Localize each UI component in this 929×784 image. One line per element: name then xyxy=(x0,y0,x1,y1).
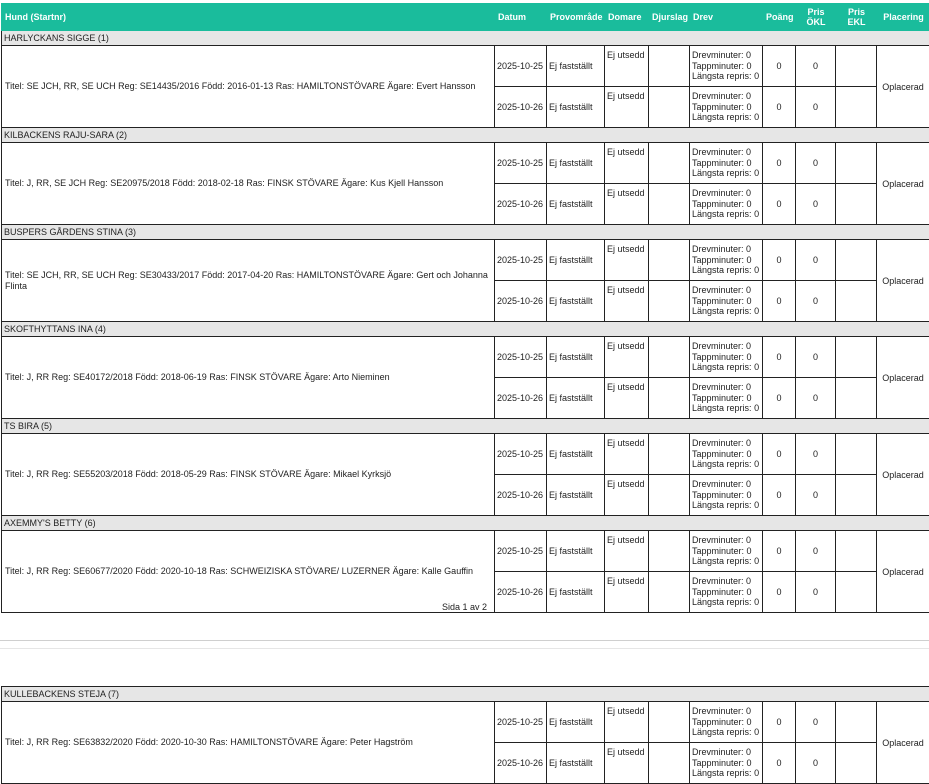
datum-cell: 2025-10-25 xyxy=(495,143,547,184)
drev-line-drevminuter xyxy=(692,706,760,717)
col-header-drev[interactable]: Drev xyxy=(690,4,763,31)
poang-cell: 0 xyxy=(763,572,796,613)
drev-value: 0 xyxy=(747,102,752,112)
drev-line-tappminuter xyxy=(692,255,760,266)
drev-label: Tappminuter: xyxy=(692,61,744,71)
drev-line-drevminuter xyxy=(692,535,760,546)
domare-cell: Ej utsedd xyxy=(605,87,649,128)
domare-cell: Ej utsedd xyxy=(605,378,649,419)
pris-ekl-cell xyxy=(836,46,877,87)
drev-value: 0 xyxy=(746,479,751,489)
drev-label: Tappminuter: xyxy=(692,587,744,597)
drev-value: 0 xyxy=(754,403,759,413)
provomrade-cell: Ej fastställt xyxy=(547,378,605,419)
pris-okl-cell: 0 xyxy=(796,702,836,743)
drev-line-tappminuter xyxy=(692,717,760,728)
drev-cell xyxy=(690,531,763,572)
provomrade-cell: Ej fastställt xyxy=(547,87,605,128)
drev-label: Drevminuter: xyxy=(692,50,744,60)
drev-label: Längsta repris: xyxy=(692,265,752,275)
drev-label: Längsta repris: xyxy=(692,459,752,469)
drev-label: Längsta repris: xyxy=(692,597,752,607)
table-row xyxy=(2,337,929,378)
placering-cell: Oplacerad xyxy=(877,531,929,613)
drev-label: Längsta repris: xyxy=(692,209,752,219)
results-table-page-2 xyxy=(1,686,929,784)
djurslag-cell xyxy=(649,281,690,322)
dog-name[interactable]: BUSPERS GÅRDENS STINA (3) xyxy=(2,225,929,240)
provomrade-cell: Ej fastställt xyxy=(547,46,605,87)
drev-line-drevminuter xyxy=(692,438,760,449)
pris-ekl-cell xyxy=(836,475,877,516)
drev-value: 0 xyxy=(747,255,752,265)
drev-cell xyxy=(690,184,763,225)
poang-cell: 0 xyxy=(763,378,796,419)
placering-cell: Oplacerad xyxy=(877,337,929,419)
drev-value: 0 xyxy=(746,244,751,254)
datum-cell: 2025-10-25 xyxy=(495,531,547,572)
drev-line-langsta xyxy=(692,500,760,511)
domare-cell: Ej utsedd xyxy=(605,337,649,378)
dog-info: Titel: J, RR, SE JCH Reg: SE20975/2018 Född: 2018-02-18 Ras: FINSK STÖVARE Ägare: Kus Kjell Hansson xyxy=(2,143,495,225)
drev-label: Drevminuter: xyxy=(692,147,744,157)
provomrade-cell: Ej fastställt xyxy=(547,240,605,281)
drev-value: 0 xyxy=(747,352,752,362)
drev-value: 0 xyxy=(747,587,752,597)
provomrade-cell: Ej fastställt xyxy=(547,281,605,322)
drev-line-tappminuter xyxy=(692,352,760,363)
drev-line-langsta xyxy=(692,112,760,123)
pris-ekl-cell xyxy=(836,702,877,743)
poang-cell: 0 xyxy=(763,46,796,87)
results-table-page-1 xyxy=(1,3,929,613)
pris-ekl-cell xyxy=(836,281,877,322)
drev-label: Drevminuter: xyxy=(692,438,744,448)
drev-cell xyxy=(690,337,763,378)
djurslag-cell xyxy=(649,743,690,784)
drev-value: 0 xyxy=(747,61,752,71)
drev-line-drevminuter xyxy=(692,479,760,490)
poang-cell: 0 xyxy=(763,87,796,128)
djurslag-cell xyxy=(649,143,690,184)
drev-line-langsta xyxy=(692,71,760,82)
domare-cell: Ej utsedd xyxy=(605,475,649,516)
drev-line-tappminuter xyxy=(692,449,760,460)
poang-cell: 0 xyxy=(763,281,796,322)
pris-ekl-cell xyxy=(836,434,877,475)
drev-label: Längsta repris: xyxy=(692,768,752,778)
poang-cell: 0 xyxy=(763,143,796,184)
provomrade-cell: Ej fastställt xyxy=(547,572,605,613)
drev-line-tappminuter xyxy=(692,490,760,501)
pris-okl-cell: 0 xyxy=(796,475,836,516)
drev-value: 0 xyxy=(746,535,751,545)
drev-line-langsta xyxy=(692,727,760,738)
datum-cell: 2025-10-25 xyxy=(495,702,547,743)
drev-line-langsta xyxy=(692,168,760,179)
drev-cell xyxy=(690,475,763,516)
drev-value: 0 xyxy=(754,71,759,81)
domare-cell: Ej utsedd xyxy=(605,531,649,572)
poang-cell: 0 xyxy=(763,702,796,743)
domare-cell: Ej utsedd xyxy=(605,184,649,225)
drev-value: 0 xyxy=(754,597,759,607)
drev-line-drevminuter xyxy=(692,188,760,199)
pris-okl-cell: 0 xyxy=(796,337,836,378)
drev-label: Tappminuter: xyxy=(692,255,744,265)
drev-value: 0 xyxy=(747,546,752,556)
drev-label: Drevminuter: xyxy=(692,747,744,757)
drev-line-drevminuter xyxy=(692,147,760,158)
drev-value: 0 xyxy=(746,341,751,351)
col-header-hund[interactable]: Hund (Startnr) xyxy=(2,4,495,31)
drev-label: Tappminuter: xyxy=(692,546,744,556)
dog-name[interactable]: KULLEBACKENS STEJA (7) xyxy=(2,687,929,702)
drev-value: 0 xyxy=(746,91,751,101)
drev-label: Längsta repris: xyxy=(692,727,752,737)
poang-cell: 0 xyxy=(763,531,796,572)
drev-label: Tappminuter: xyxy=(692,449,744,459)
datum-cell: 2025-10-25 xyxy=(495,337,547,378)
dog-name-row xyxy=(2,128,929,143)
drev-label: Tappminuter: xyxy=(692,717,744,727)
drev-line-drevminuter xyxy=(692,244,760,255)
drev-line-drevminuter xyxy=(692,91,760,102)
djurslag-cell xyxy=(649,46,690,87)
domare-cell: Ej utsedd xyxy=(605,572,649,613)
dog-name[interactable]: SKOFTHYTTANS INA (4) xyxy=(2,322,929,337)
drev-line-langsta xyxy=(692,306,760,317)
drev-cell xyxy=(690,87,763,128)
drev-label: Tappminuter: xyxy=(692,352,744,362)
drev-value: 0 xyxy=(747,296,752,306)
dog-info: Titel: J, RR Reg: SE63832/2020 Född: 2020-10-30 Ras: HAMILTONSTÖVARE Ägare: Peter Hagström xyxy=(2,702,495,784)
drev-cell xyxy=(690,378,763,419)
domare-cell: Ej utsedd xyxy=(605,46,649,87)
dog-info: Titel: SE JCH, RR, SE UCH Reg: SE30433/2017 Född: 2017-04-20 Ras: HAMILTONSTÖVARE Ägare: Gert och Johanna Flinta xyxy=(2,240,495,322)
drev-label: Drevminuter: xyxy=(692,706,744,716)
drev-value: 0 xyxy=(754,556,759,566)
pris-okl-cell: 0 xyxy=(796,434,836,475)
drev-line-langsta xyxy=(692,768,760,779)
pris-okl-cell: 0 xyxy=(796,46,836,87)
drev-label: Tappminuter: xyxy=(692,758,744,768)
domare-cell: Ej utsedd xyxy=(605,143,649,184)
drev-value: 0 xyxy=(746,147,751,157)
provomrade-cell: Ej fastställt xyxy=(547,434,605,475)
dog-info: Titel: J, RR Reg: SE55203/2018 Född: 2018-05-29 Ras: FINSK STÖVARE Ägare: Mikael Kyrksjö xyxy=(2,434,495,516)
poang-cell: 0 xyxy=(763,337,796,378)
datum-cell: 2025-10-26 xyxy=(495,475,547,516)
pris-okl-cell: 0 xyxy=(796,281,836,322)
drev-line-tappminuter xyxy=(692,296,760,307)
djurslag-cell xyxy=(649,378,690,419)
drev-label: Längsta repris: xyxy=(692,500,752,510)
drev-cell xyxy=(690,143,763,184)
pris-okl-cell: 0 xyxy=(796,531,836,572)
djurslag-cell xyxy=(649,184,690,225)
drev-value: 0 xyxy=(754,306,759,316)
drev-line-tappminuter xyxy=(692,199,760,210)
drev-label: Längsta repris: xyxy=(692,403,752,413)
drev-line-tappminuter xyxy=(692,546,760,557)
domare-cell: Ej utsedd xyxy=(605,743,649,784)
dog-name-row xyxy=(2,322,929,337)
dog-name-row xyxy=(2,687,929,702)
drev-line-langsta xyxy=(692,403,760,414)
drev-value: 0 xyxy=(746,438,751,448)
djurslag-cell xyxy=(649,337,690,378)
table-row xyxy=(2,46,929,87)
drev-line-drevminuter xyxy=(692,50,760,61)
djurslag-cell xyxy=(649,87,690,128)
dog-name[interactable]: TS BIRA (5) xyxy=(2,419,929,434)
datum-cell: 2025-10-26 xyxy=(495,184,547,225)
pris-okl-cell: 0 xyxy=(796,743,836,784)
datum-cell: 2025-10-26 xyxy=(495,572,547,613)
placering-cell: Oplacerad xyxy=(877,240,929,322)
drev-value: 0 xyxy=(746,50,751,60)
drev-value: 0 xyxy=(747,717,752,727)
placering-cell: Oplacerad xyxy=(877,143,929,225)
drev-label: Drevminuter: xyxy=(692,576,744,586)
drev-label: Längsta repris: xyxy=(692,112,752,122)
drev-value: 0 xyxy=(746,285,751,295)
table-row xyxy=(2,240,929,281)
drev-line-tappminuter xyxy=(692,587,760,598)
poang-cell: 0 xyxy=(763,240,796,281)
provomrade-cell: Ej fastställt xyxy=(547,184,605,225)
col-header-pris-okl[interactable]: Pris ÖKL xyxy=(796,4,836,31)
drev-line-tappminuter xyxy=(692,758,760,769)
drev-label: Tappminuter: xyxy=(692,490,744,500)
drev-label: Längsta repris: xyxy=(692,168,752,178)
col-header-domare[interactable]: Domare xyxy=(605,4,649,31)
drev-line-tappminuter xyxy=(692,393,760,404)
poang-cell: 0 xyxy=(763,184,796,225)
datum-cell: 2025-10-26 xyxy=(495,378,547,419)
provomrade-cell: Ej fastställt xyxy=(547,531,605,572)
drev-line-drevminuter xyxy=(692,747,760,758)
pris-okl-cell: 0 xyxy=(796,378,836,419)
drev-label: Längsta repris: xyxy=(692,556,752,566)
drev-value: 0 xyxy=(746,747,751,757)
drev-value: 0 xyxy=(747,490,752,500)
dog-name-row xyxy=(2,419,929,434)
datum-cell: 2025-10-25 xyxy=(495,46,547,87)
drev-line-langsta xyxy=(692,265,760,276)
drev-line-tappminuter xyxy=(692,102,760,113)
drev-cell xyxy=(690,743,763,784)
col-header-pris-ekl[interactable]: Pris EKL xyxy=(836,4,877,31)
provomrade-cell: Ej fastställt xyxy=(547,337,605,378)
drev-value: 0 xyxy=(746,576,751,586)
dog-name[interactable]: HARLYCKANS SIGGE (1) xyxy=(2,31,929,46)
drev-label: Längsta repris: xyxy=(692,306,752,316)
pris-ekl-cell xyxy=(836,531,877,572)
pris-ekl-cell xyxy=(836,337,877,378)
pris-okl-cell: 0 xyxy=(796,572,836,613)
pris-ekl-cell xyxy=(836,184,877,225)
drev-value: 0 xyxy=(754,727,759,737)
drev-value: 0 xyxy=(747,758,752,768)
pris-ekl-cell xyxy=(836,143,877,184)
drev-label: Drevminuter: xyxy=(692,479,744,489)
datum-cell: 2025-10-25 xyxy=(495,434,547,475)
table-header-row xyxy=(2,4,929,31)
djurslag-cell xyxy=(649,240,690,281)
col-header-placering[interactable]: Placering xyxy=(877,4,929,31)
drev-label: Längsta repris: xyxy=(692,71,752,81)
drev-cell xyxy=(690,240,763,281)
table-row xyxy=(2,702,929,743)
drev-value: 0 xyxy=(754,209,759,219)
drev-line-drevminuter xyxy=(692,341,760,352)
pris-okl-cell: 0 xyxy=(796,184,836,225)
drev-label: Längsta repris: xyxy=(692,362,752,372)
djurslag-cell xyxy=(649,434,690,475)
domare-cell: Ej utsedd xyxy=(605,702,649,743)
domare-cell: Ej utsedd xyxy=(605,240,649,281)
datum-cell: 2025-10-26 xyxy=(495,743,547,784)
drev-value: 0 xyxy=(746,188,751,198)
drev-value: 0 xyxy=(746,382,751,392)
table-row xyxy=(2,531,929,572)
dog-name-row xyxy=(2,31,929,46)
col-header-djurslag[interactable]: Djurslag xyxy=(649,4,690,31)
drev-label: Drevminuter: xyxy=(692,341,744,351)
drev-line-langsta xyxy=(692,556,760,567)
dog-name-row xyxy=(2,516,929,531)
drev-line-langsta xyxy=(692,362,760,373)
provomrade-cell: Ej fastställt xyxy=(547,143,605,184)
dog-name[interactable]: KILBACKENS RAJU-SARA (2) xyxy=(2,128,929,143)
provomrade-cell: Ej fastställt xyxy=(547,702,605,743)
drev-label: Tappminuter: xyxy=(692,102,744,112)
drev-label: Drevminuter: xyxy=(692,188,744,198)
drev-value: 0 xyxy=(747,199,752,209)
datum-cell: 2025-10-26 xyxy=(495,87,547,128)
col-header-poang[interactable]: Poäng xyxy=(763,4,796,31)
drev-value: 0 xyxy=(754,768,759,778)
drev-line-langsta xyxy=(692,209,760,220)
drev-label: Drevminuter: xyxy=(692,285,744,295)
drev-label: Tappminuter: xyxy=(692,158,744,168)
drev-line-drevminuter xyxy=(692,576,760,587)
djurslag-cell xyxy=(649,702,690,743)
domare-cell: Ej utsedd xyxy=(605,434,649,475)
pris-ekl-cell xyxy=(836,240,877,281)
drev-value: 0 xyxy=(747,393,752,403)
djurslag-cell xyxy=(649,475,690,516)
drev-value: 0 xyxy=(747,158,752,168)
drev-value: 0 xyxy=(754,168,759,178)
drev-value: 0 xyxy=(746,706,751,716)
dog-name-row xyxy=(2,225,929,240)
placering-cell: Oplacerad xyxy=(877,434,929,516)
drev-value: 0 xyxy=(754,362,759,372)
drev-cell xyxy=(690,281,763,322)
col-header-datum[interactable]: Datum xyxy=(495,4,547,31)
page-number: Sida 1 av 2 xyxy=(0,602,929,612)
drev-label: Drevminuter: xyxy=(692,535,744,545)
pris-okl-cell: 0 xyxy=(796,240,836,281)
provomrade-cell: Ej fastställt xyxy=(547,743,605,784)
dog-name[interactable]: AXEMMY'S BETTY (6) xyxy=(2,516,929,531)
drev-line-drevminuter xyxy=(692,285,760,296)
drev-label: Tappminuter: xyxy=(692,199,744,209)
drev-label: Drevminuter: xyxy=(692,91,744,101)
drev-label: Tappminuter: xyxy=(692,393,744,403)
drev-value: 0 xyxy=(747,449,752,459)
placering-cell: Oplacerad xyxy=(877,702,929,784)
drev-label: Tappminuter: xyxy=(692,296,744,306)
drev-value: 0 xyxy=(754,265,759,275)
table-row xyxy=(2,434,929,475)
pris-okl-cell: 0 xyxy=(796,143,836,184)
dog-info: Titel: J, RR Reg: SE40172/2018 Född: 2018-06-19 Ras: FINSK STÖVARE Ägare: Arto Nieminen xyxy=(2,337,495,419)
dog-info: Titel: J, RR Reg: SE60677/2020 Född: 2020-10-18 Ras: SCHWEIZISKA STÖVARE/ LUZERNER Ägare: Kalle Gauffin xyxy=(2,531,495,613)
drev-cell xyxy=(690,702,763,743)
domare-cell: Ej utsedd xyxy=(605,281,649,322)
poang-cell: 0 xyxy=(763,434,796,475)
placering-cell: Oplacerad xyxy=(877,46,929,128)
dog-info: Titel: SE JCH, RR, SE UCH Reg: SE14435/2016 Född: 2016-01-13 Ras: HAMILTONSTÖVARE Ägare: Evert Hansson xyxy=(2,46,495,128)
provomrade-cell: Ej fastställt xyxy=(547,475,605,516)
drev-line-tappminuter xyxy=(692,61,760,72)
pris-ekl-cell xyxy=(836,87,877,128)
col-header-provomrade[interactable]: Provområde xyxy=(547,4,605,31)
pris-ekl-cell xyxy=(836,378,877,419)
datum-cell: 2025-10-25 xyxy=(495,240,547,281)
datum-cell: 2025-10-26 xyxy=(495,281,547,322)
drev-cell xyxy=(690,434,763,475)
drev-line-langsta xyxy=(692,459,760,470)
poang-cell: 0 xyxy=(763,743,796,784)
drev-value: 0 xyxy=(754,459,759,469)
poang-cell: 0 xyxy=(763,475,796,516)
table-row xyxy=(2,143,929,184)
drev-line-drevminuter xyxy=(692,382,760,393)
drev-label: Drevminuter: xyxy=(692,244,744,254)
pris-okl-cell: 0 xyxy=(796,87,836,128)
drev-cell xyxy=(690,46,763,87)
drev-value: 0 xyxy=(754,112,759,122)
drev-label: Drevminuter: xyxy=(692,382,744,392)
djurslag-cell xyxy=(649,531,690,572)
drev-line-tappminuter xyxy=(692,158,760,169)
drev-value: 0 xyxy=(754,500,759,510)
page-separator xyxy=(0,640,929,649)
pris-ekl-cell xyxy=(836,743,877,784)
